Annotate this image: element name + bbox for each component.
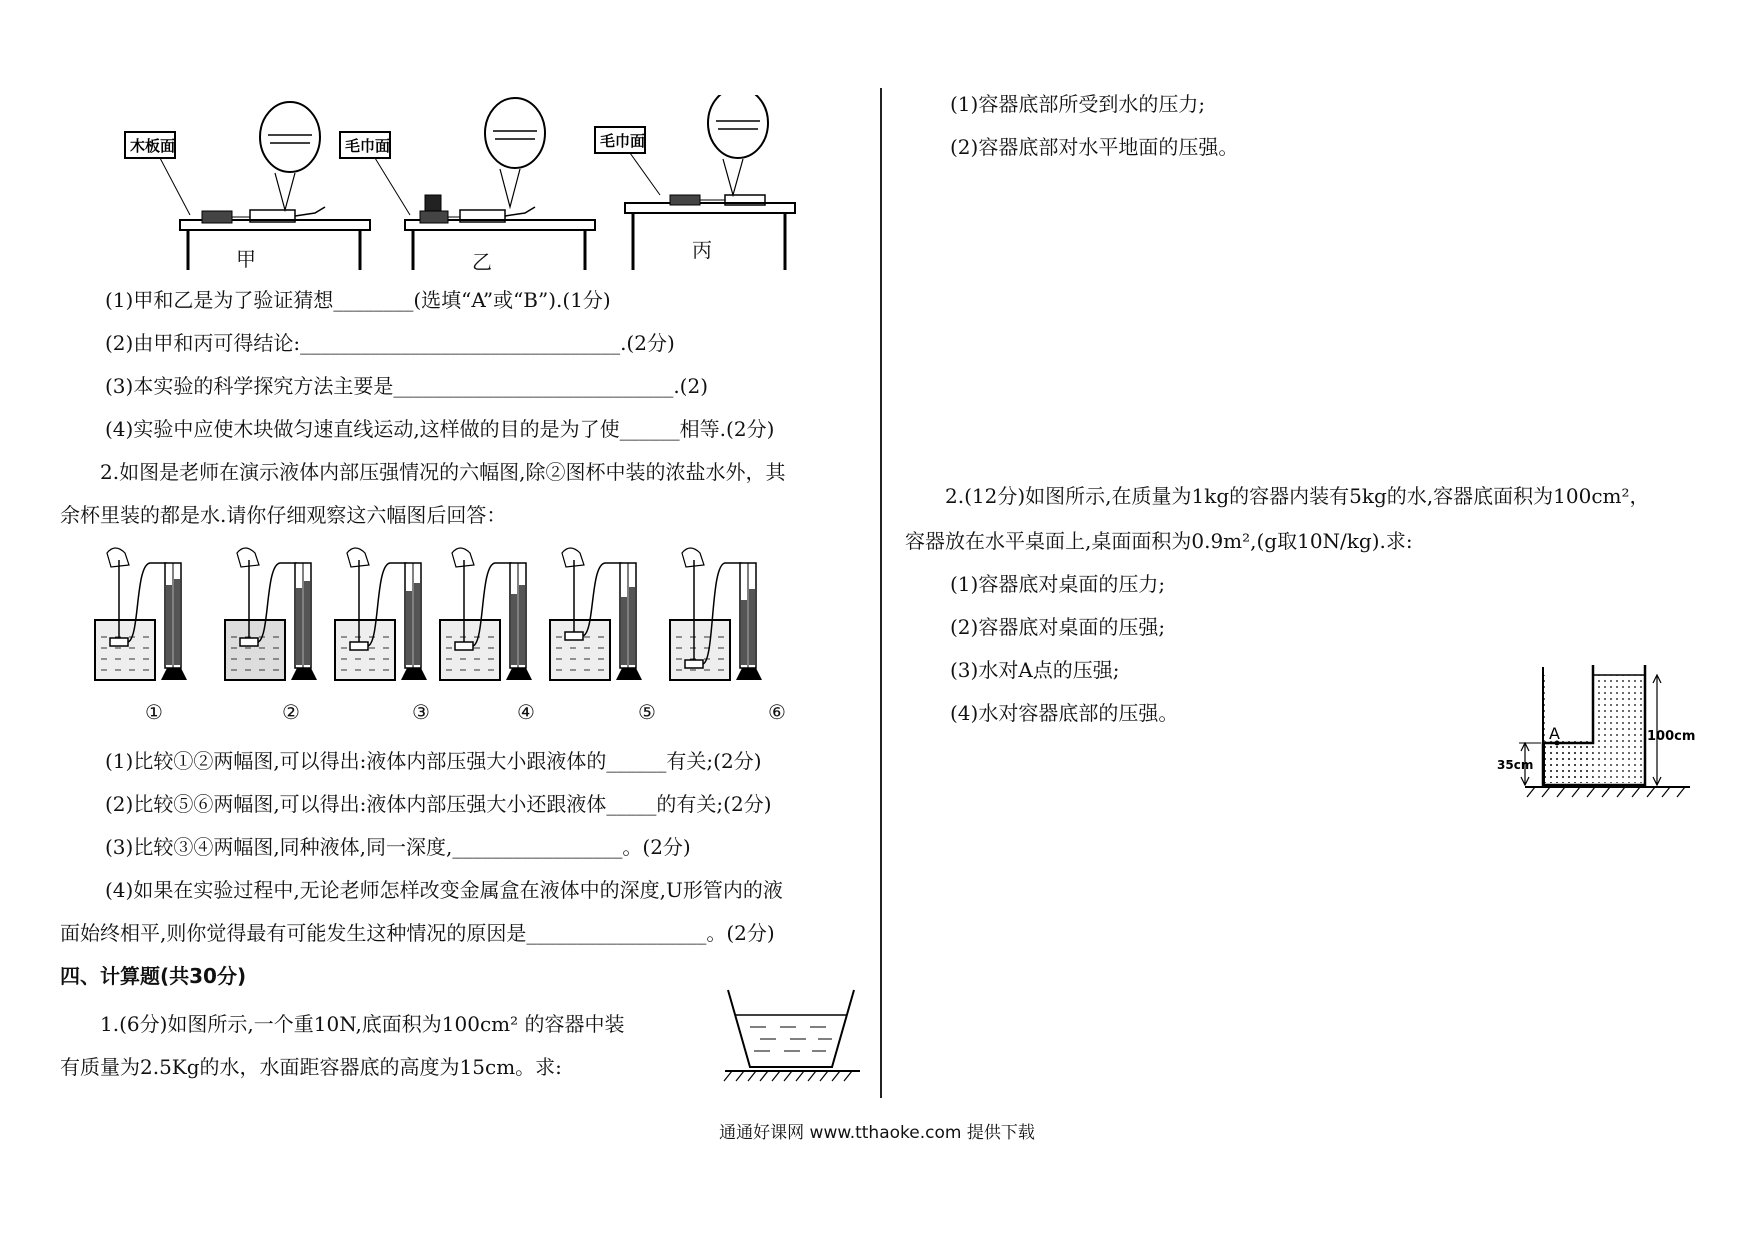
caption-2: ②: [282, 700, 300, 724]
point-a-label: A: [1549, 724, 1560, 743]
beaker-setup-6: [670, 548, 762, 680]
beaker-setup-1: [95, 548, 187, 680]
footer-credit: 通通好课网 www.tthaoke.com 提供下载: [719, 1123, 1035, 1143]
friction-question-1: (1)甲和乙是为了验证猜想________(选填“A”或“B”).(1分): [105, 288, 611, 312]
section-4-title: 四、计算题(共30分): [60, 964, 247, 988]
height-total-label: 100cm: [1647, 729, 1695, 744]
q2-question-2: (2)比较⑤⑥两幅图,可以得出:液体内部压强大小还跟液体_____的有关;(2分): [105, 792, 772, 816]
q2-question-4-line-1: (4)如果在实验过程中,无论老师怎样改变金属盒在液体中的深度,U形管内的液: [105, 878, 783, 902]
calc-1-container-figure: [720, 985, 870, 1095]
setup-yi: [340, 98, 595, 270]
calc-1-question-2: (2)容器底部对水平地面的压强。: [950, 135, 1239, 159]
beaker-setup-4: [440, 548, 532, 680]
friction-question-3: (3)本实验的科学探究方法主要是____________________________.(2): [105, 374, 709, 398]
liquid-pressure-figure: [80, 545, 840, 695]
height-a-label: 35cm: [1497, 758, 1534, 772]
calc-1-line-1: 1.(6分)如图所示,一个重10N,底面积为100cm² 的容器中装: [100, 1012, 625, 1036]
caption-4: ④: [517, 700, 535, 724]
q2-question-1: (1)比较①②两幅图,可以得出:液体内部压强大小跟液体的______有关;(2分): [105, 749, 762, 773]
caption-6: ⑥: [768, 700, 786, 724]
beaker-setup-3: [335, 548, 427, 680]
caption-jia: 甲: [236, 247, 256, 271]
calc-2-question-2: (2)容器底对桌面的压强;: [950, 615, 1166, 639]
calc-2-question-4: (4)水对容器底部的压强。: [950, 701, 1179, 725]
caption-yi: 乙: [472, 250, 492, 274]
label-board: 木板面: [130, 137, 176, 155]
label-towel-2: 毛巾面: [600, 132, 646, 150]
q2-intro-line-1: 2.如图是老师在演示液体内部压强情况的六幅图,除②图杯中装的浓盐水外，其: [100, 460, 786, 484]
column-divider: [880, 88, 882, 1098]
calc-2-question-3: (3)水对A点的压强;: [950, 658, 1120, 682]
friction-question-2: (2)由甲和丙可得结论:________________________________.(2分): [105, 331, 675, 355]
calc-2-intro-line-2: 容器放在水平桌面上,桌面面积为0.9m²,(g取10N/kg).求:: [905, 529, 1413, 553]
calc-2-container-figure: [1495, 655, 1695, 815]
calc-1-line-2: 有质量为2.5Kg的水，水面距容器底的高度为15cm。求:: [60, 1055, 562, 1079]
caption-3: ③: [412, 700, 430, 724]
label-towel-1: 毛巾面: [345, 137, 391, 155]
calc-1-question-1: (1)容器底部所受到水的压力;: [950, 92, 1206, 116]
caption-bing: 丙: [692, 238, 712, 262]
beaker-setup-5: [550, 548, 642, 680]
q2-question-3: (3)比较③④两幅图,同种液体,同一深度,_________________。(2分): [105, 835, 691, 859]
friction-question-4: (4)实验中应使木块做匀速直线运动,这样做的目的是为了使______相等.(2分): [105, 417, 775, 441]
calc-2-intro-line-1: 2.(12分)如图所示,在质量为1kg的容器内装有5kg的水,容器底面积为100cm²，: [945, 484, 1650, 508]
calc-2-question-1: (1)容器底对桌面的压力;: [950, 572, 1166, 596]
q2-intro-line-2: 余杯里装的都是水.请你仔细观察这六幅图后回答：: [60, 503, 507, 527]
caption-1: ①: [145, 700, 163, 724]
beaker-setup-2: [225, 548, 317, 680]
caption-5: ⑤: [638, 700, 656, 724]
q2-question-4-line-2: 面始终相平,则你觉得最有可能发生这种情况的原因是__________________。(2分): [60, 921, 775, 945]
